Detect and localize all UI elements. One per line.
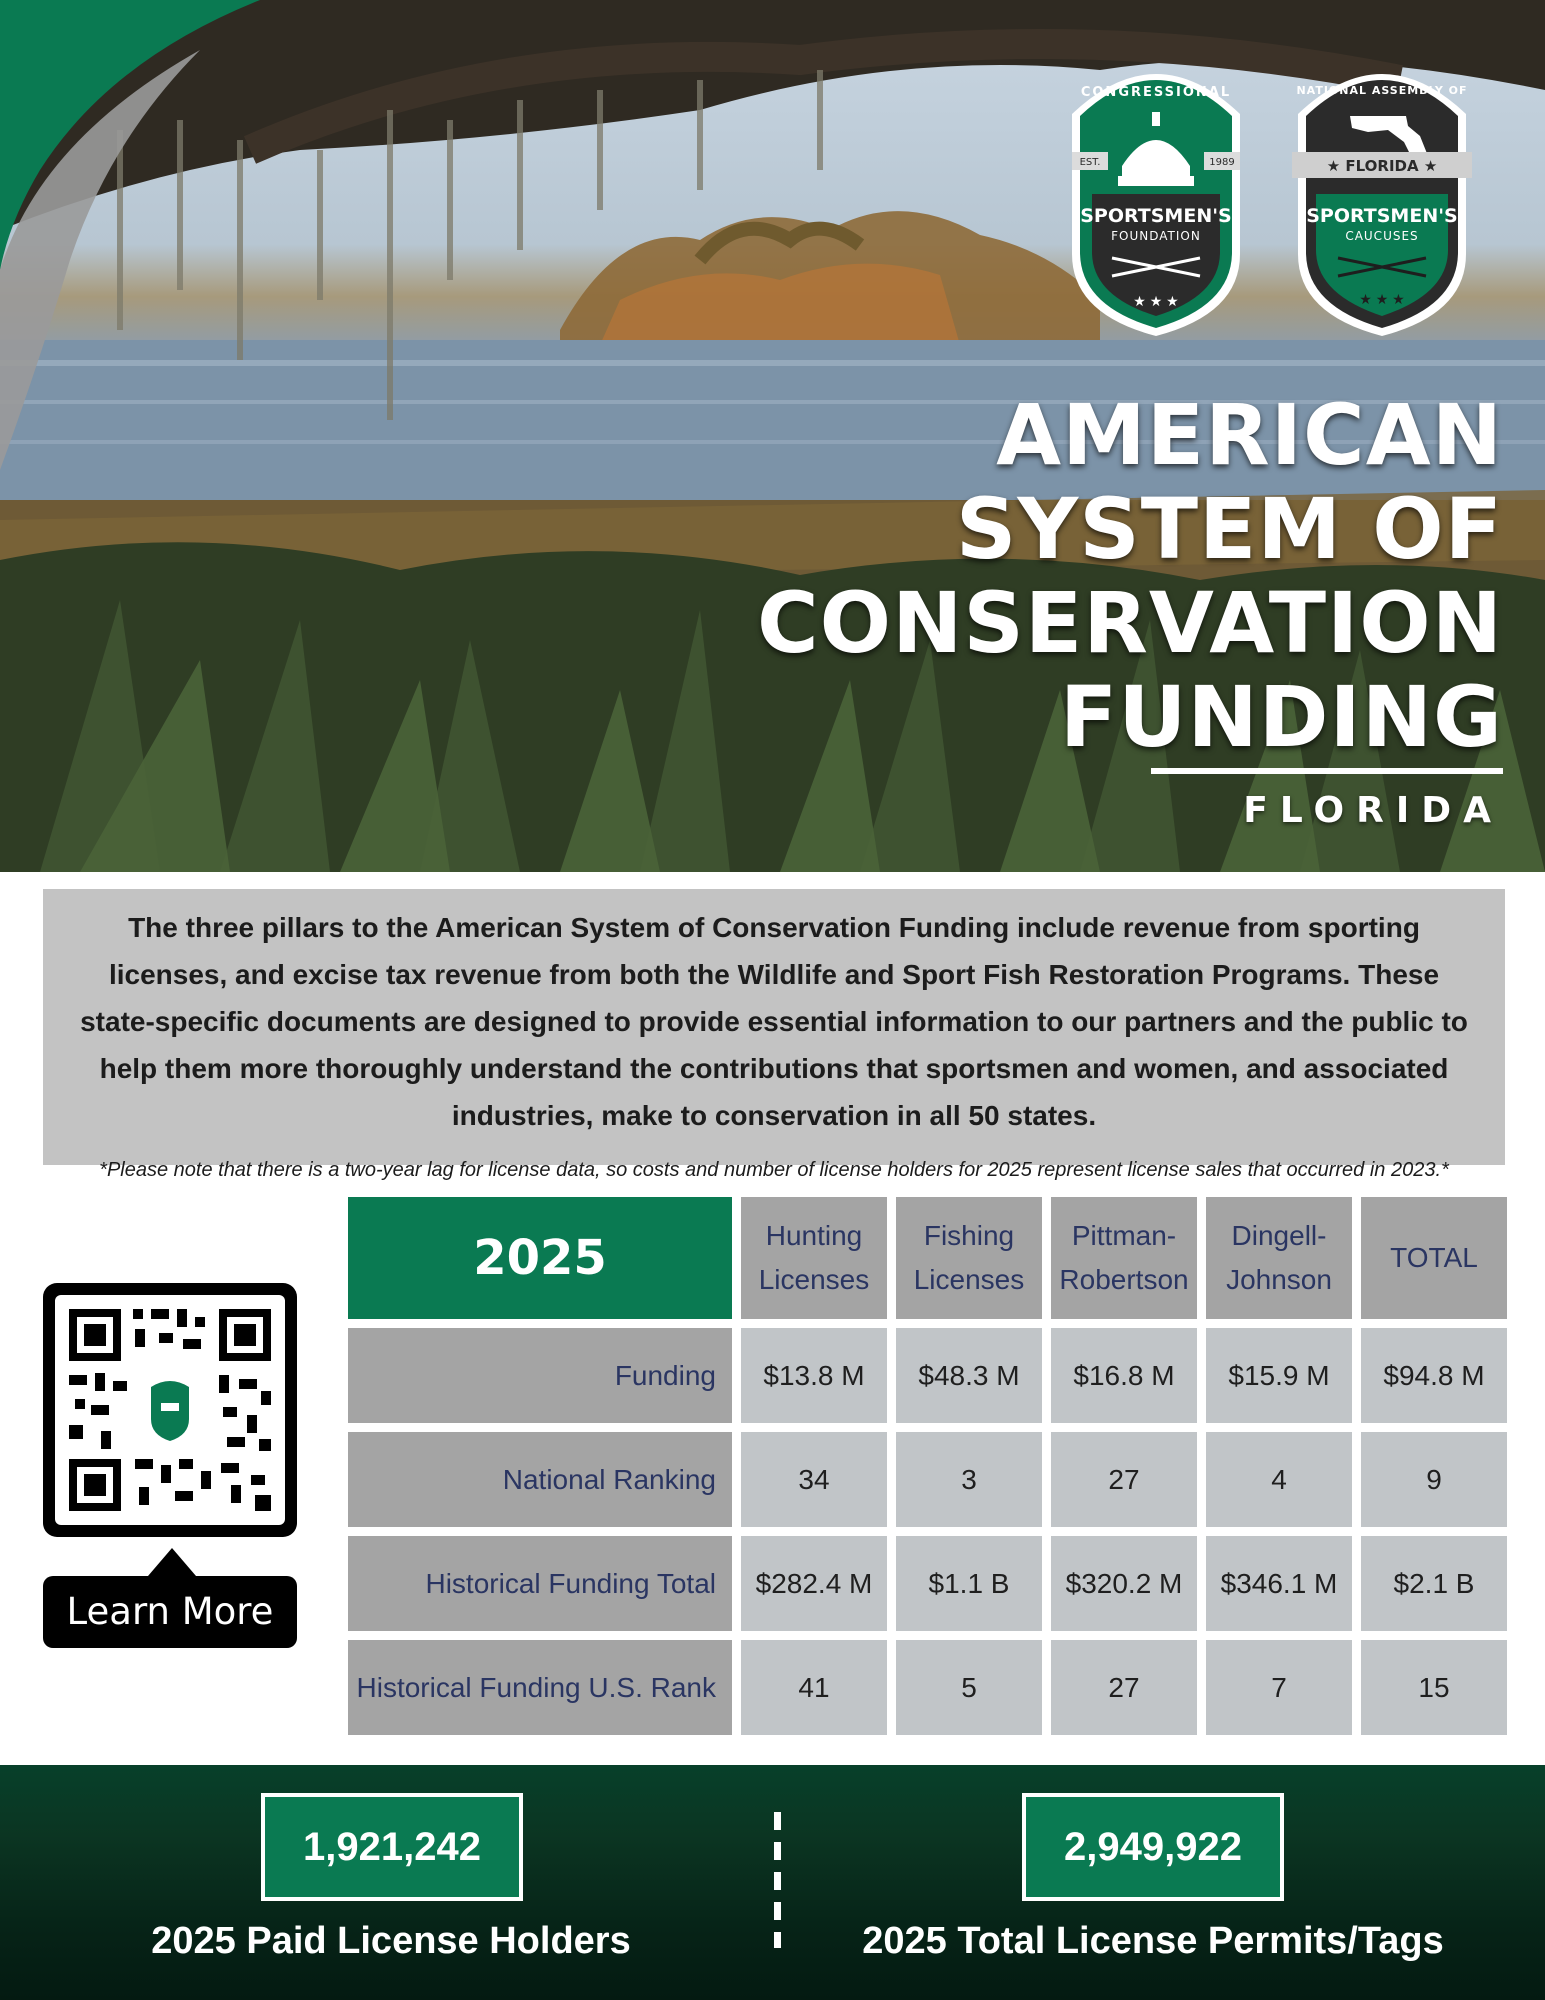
column-header-fishing: Fishing Licenses	[896, 1197, 1042, 1319]
logo-year-text: 1989	[1209, 157, 1235, 168]
table-cell: $1.1 B	[896, 1536, 1042, 1631]
logo-arc-text: NATIONAL ASSEMBLY OF	[1296, 84, 1468, 97]
table-cell: $13.8 M	[741, 1328, 887, 1423]
title-line: CONSERVATION	[757, 574, 1503, 672]
total-permits-value: 2,949,922	[1022, 1793, 1284, 1901]
stats-footer	[0, 1765, 1545, 2000]
table-cell: 9	[1361, 1432, 1507, 1527]
qr-code[interactable]	[43, 1283, 297, 1537]
logo-stars: ★ ★ ★	[1359, 291, 1405, 307]
qr-code-icon	[55, 1295, 285, 1525]
table-cell: 27	[1051, 1432, 1197, 1527]
table-cell: $15.9 M	[1206, 1328, 1352, 1423]
title-line: AMERICAN	[996, 386, 1503, 484]
table-year-header: 2025	[348, 1197, 732, 1319]
intro-panel	[43, 889, 1505, 1181]
table-cell: 15	[1361, 1640, 1507, 1735]
table-cell: $16.8 M	[1051, 1328, 1197, 1423]
logo-name-text: SPORTSMEN'S	[1306, 205, 1458, 227]
intro-text: The three pillars to the American System of Conservation Funding include revenue from sporting licenses, and excise tax revenue from both the Wildlife and Sport Fish Restoration Programs. These state-specific documents are designed to provide essential information to our partners and the public to help them more thoroughly understand the contributions that sportsmen and women, and associated industries, make to conservation in all 50 states.	[80, 912, 1468, 1131]
logo-sub-text: FOUNDATION	[1111, 229, 1201, 243]
logo-state-text: ★ FLORIDA ★	[1326, 157, 1438, 175]
document-title	[757, 388, 1503, 764]
logo-stars: ★ ★ ★	[1133, 293, 1179, 309]
column-header-total: TOTAL	[1361, 1197, 1507, 1319]
learn-more-button[interactable]: Learn More	[43, 1576, 297, 1648]
table-cell: $48.3 M	[896, 1328, 1042, 1423]
table-cell: 7	[1206, 1640, 1352, 1735]
row-header-funding: Funding	[348, 1328, 732, 1423]
logo-est-text: EST.	[1079, 157, 1101, 168]
footer-divider	[774, 1812, 781, 1948]
row-header-national-ranking: National Ranking	[348, 1432, 732, 1527]
table-cell: $282.4 M	[741, 1536, 887, 1631]
column-header-hunting: Hunting Licenses	[741, 1197, 887, 1319]
title-underline	[1151, 768, 1503, 774]
logo-arc-text: CONGRESSIONAL	[1080, 85, 1232, 100]
title-line: SYSTEM OF	[955, 480, 1503, 578]
license-data-note: *Please note that there is a two-year lag for license data, so costs and number of license holders for 2025 represent license sales that occurred in 2023.*	[99, 1159, 1449, 1181]
paid-license-holders-value: 1,921,242	[261, 1793, 523, 1901]
paid-license-holders-label: 2025 Paid License Holders	[151, 1920, 631, 1962]
table-cell: 5	[896, 1640, 1042, 1735]
column-header-pittman-robertson: Pittman-Robertson	[1051, 1197, 1197, 1319]
qr-pattern	[55, 1295, 285, 1525]
logo-name-text: SPORTSMEN'S	[1080, 205, 1232, 227]
total-permits-label: 2025 Total License Permits/Tags	[862, 1920, 1444, 1962]
table-cell: $320.2 M	[1051, 1536, 1197, 1631]
table-cell: 4	[1206, 1432, 1352, 1527]
table-cell: 41	[741, 1640, 887, 1735]
table-cell: $94.8 M	[1361, 1328, 1507, 1423]
column-header-dingell-johnson: Dingell-Johnson	[1206, 1197, 1352, 1319]
congressional-sportsmens-foundation-logo	[1062, 44, 1250, 340]
table-cell: $2.1 B	[1361, 1536, 1507, 1631]
row-header-historical-funding-rank: Historical Funding U.S. Rank	[348, 1640, 732, 1735]
table-cell: 34	[741, 1432, 887, 1527]
table-cell: $346.1 M	[1206, 1536, 1352, 1631]
table-cell: 3	[896, 1432, 1042, 1527]
national-assembly-sportsmens-caucuses-logo	[1288, 44, 1476, 340]
title-line: FUNDING	[1059, 668, 1503, 766]
row-header-historical-funding-total: Historical Funding Total	[348, 1536, 732, 1631]
state-label: FLORIDA	[1243, 790, 1503, 831]
qr-pointer	[148, 1548, 196, 1576]
logo-sub-text: CAUCUSES	[1345, 229, 1419, 243]
table-cell: 27	[1051, 1640, 1197, 1735]
